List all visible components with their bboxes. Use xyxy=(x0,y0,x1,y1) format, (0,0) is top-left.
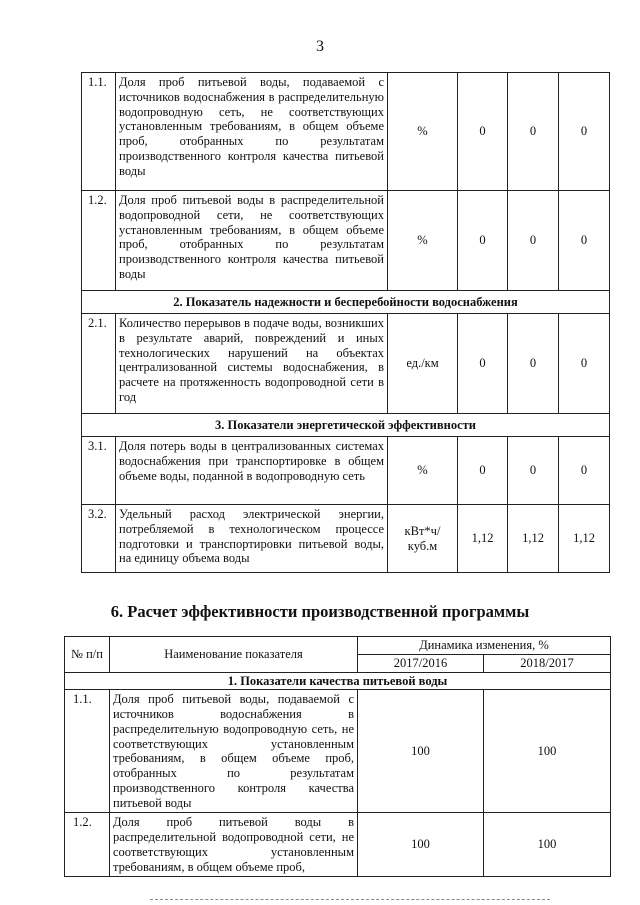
row-number: 3.2. xyxy=(82,505,116,573)
row-number: 3.1. xyxy=(82,437,116,505)
section-row xyxy=(65,672,611,690)
row-unit: % xyxy=(388,437,458,505)
row-description: Доля проб питьевой воды в распределительной водопроводной сети, не соответствующих установленным требованиям, в общем объеме проб, отобранных по результатам производственного контроля качества питьевой воды xyxy=(116,191,388,291)
table-row xyxy=(82,505,610,573)
header-dynamics: Динамика изменения, % xyxy=(358,637,611,655)
row-description: Доля потерь воды в централизованных системах водоснабжения при транспортировке в общем объеме воды, поданной в водопроводную сеть xyxy=(116,437,388,505)
row-description: Доля проб питьевой воды, подаваемой с источников водоснабжения в распределительную водопроводную сеть, не соответствующих установленным требованиям, в общем объеме проб, отобранных по результатам производственного контроля качества питьевой воды xyxy=(110,690,358,813)
header-period: 2018/2017 xyxy=(484,654,611,672)
row-description: Доля проб питьевой воды в распределительной водопроводной сети, не соответствующих установленным требованиям, в общем объеме проб, xyxy=(110,813,358,877)
row-value: 0 xyxy=(559,191,610,291)
indicators-table xyxy=(81,72,610,573)
row-description: Удельный расход электрической энергии, потребляемой в технологическом процессе подготовки и транспортировки питьевой воды, на единицу объема воды xyxy=(116,505,388,573)
efficiency-table xyxy=(64,636,611,877)
row-value: 100 xyxy=(484,813,611,877)
header-row xyxy=(65,637,611,655)
row-value: 0 xyxy=(508,191,559,291)
section-title: 2. Показатель надежности и бесперебойности водоснабжения xyxy=(82,291,610,314)
section-row xyxy=(82,291,610,314)
table-row xyxy=(82,191,610,291)
header-number: № п/п xyxy=(65,637,110,673)
section-row xyxy=(82,414,610,437)
row-value: 0 xyxy=(508,437,559,505)
row-value: 0 xyxy=(508,314,559,414)
row-value: 0 xyxy=(508,73,559,191)
row-value: 1,12 xyxy=(559,505,610,573)
row-value: 0 xyxy=(458,191,508,291)
row-value: 0 xyxy=(458,437,508,505)
row-value: 0 xyxy=(559,73,610,191)
row-number: 1.1. xyxy=(82,73,116,191)
header-period: 2017/2016 xyxy=(358,654,484,672)
row-number: 1.2. xyxy=(82,191,116,291)
table-row xyxy=(82,314,610,414)
table-row xyxy=(82,73,610,191)
row-number: 2.1. xyxy=(82,314,116,414)
row-value: 0 xyxy=(458,314,508,414)
header-name: Наименование показателя xyxy=(110,637,358,673)
table-row xyxy=(65,690,611,813)
section-heading: 6. Расчет эффективности производственной программы xyxy=(110,602,530,621)
row-value: 1,12 xyxy=(458,505,508,573)
row-value: 100 xyxy=(358,690,484,813)
table-row xyxy=(82,437,610,505)
row-value: 100 xyxy=(358,813,484,877)
row-unit: % xyxy=(388,73,458,191)
page-cut-line xyxy=(150,899,550,900)
row-value: 100 xyxy=(484,690,611,813)
row-number: 1.2. xyxy=(65,813,110,877)
section-title: 3. Показатели энергетической эффективности xyxy=(82,414,610,437)
row-value: 0 xyxy=(559,314,610,414)
row-description: Количество перерывов в подаче воды, возникших в результате аварий, повреждений и иных технологических нарушений на объектах централизованной системы водоснабжения, в расчете на протяженность водопроводной сети в год xyxy=(116,314,388,414)
page-number: 3 xyxy=(316,38,324,55)
row-value: 0 xyxy=(458,73,508,191)
row-unit: ед./км xyxy=(388,314,458,414)
row-number: 1.1. xyxy=(65,690,110,813)
section-title: 1. Показатели качества питьевой воды xyxy=(65,672,611,690)
table-row xyxy=(65,813,611,877)
row-unit: кВт*ч/ куб.м xyxy=(388,505,458,573)
row-value: 0 xyxy=(559,437,610,505)
row-unit: % xyxy=(388,191,458,291)
row-value: 1,12 xyxy=(508,505,559,573)
row-description: Доля проб питьевой воды, подаваемой с источников водоснабжения в распределительную водопроводную сеть, не соответствующих установленным требованиям, в общем объеме проб, отобранных по результатам производственного контроля качества питьевой воды xyxy=(116,73,388,191)
